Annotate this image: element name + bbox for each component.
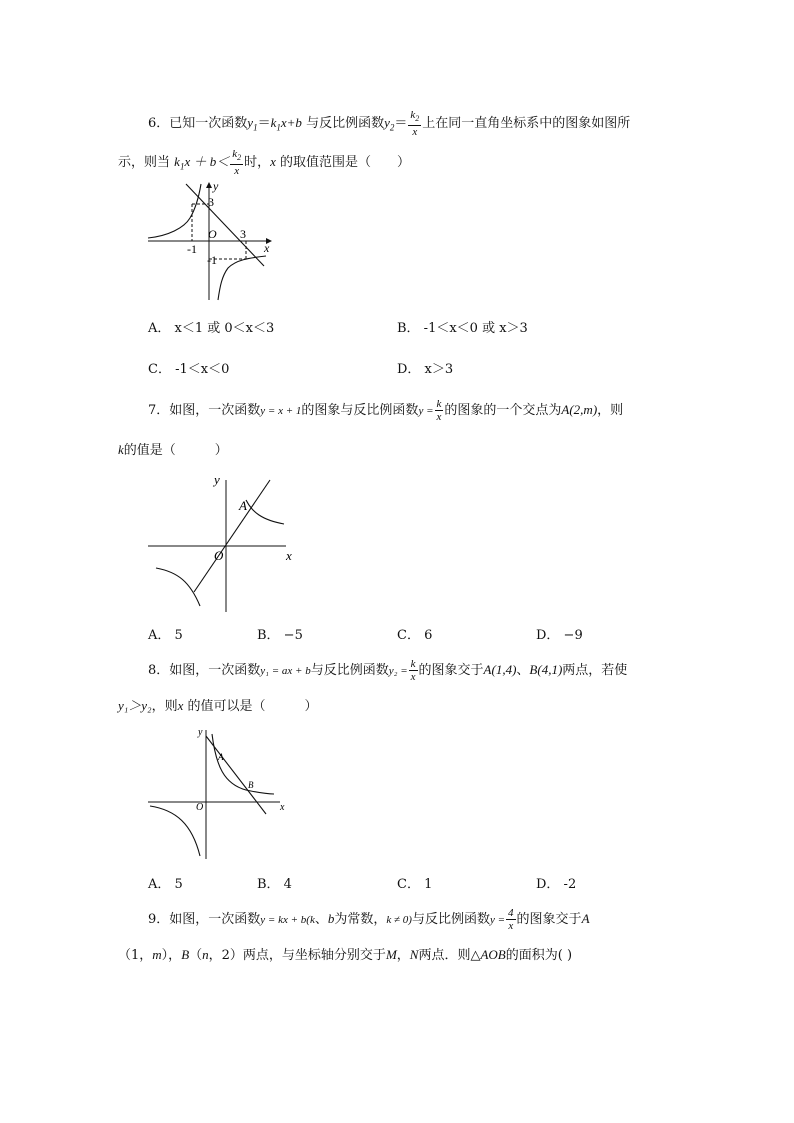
q7-hyperbola-right — [246, 500, 284, 524]
q8-label-origin: O — [196, 802, 204, 813]
q7-choice-a[interactable]: A． 5 — [148, 628, 183, 643]
q8-text3: 的图象交于 — [418, 663, 484, 678]
q8-y2: y₂ = — [388, 665, 408, 677]
q8-line2 — [118, 696, 318, 717]
q6-line1 — [148, 109, 630, 138]
q6-frac2-sub: 2 — [237, 153, 242, 163]
q6-fraction2 — [230, 148, 243, 177]
q8-label-a: A — [218, 752, 224, 762]
q6-tick-m1x: -1 — [187, 242, 197, 256]
q8-choice-c[interactable]: C． 1 — [397, 877, 433, 892]
q8-label-b: B — [248, 780, 254, 790]
q6-frac2-den: x — [234, 165, 240, 178]
q7-label-a: A — [239, 498, 247, 513]
q7-choice-b[interactable]: B． −5 — [257, 628, 303, 643]
q9-b: b — [327, 911, 335, 926]
q8-line2-ineq: y₁＞y₂ — [118, 698, 152, 713]
q9-frac-num: 4 — [508, 907, 514, 919]
q9-line2-c: （ — [189, 948, 203, 963]
q9-line2 — [118, 945, 572, 966]
q7-line-graph — [194, 480, 270, 592]
q9-line2-d: ，2）两点，与坐标轴分别交于 — [208, 948, 386, 963]
q9-line2-a: （1， — [118, 948, 153, 963]
q6-label-origin: O — [208, 227, 217, 241]
q9-cond: k ≠ 0) — [386, 914, 412, 926]
q8-graph — [146, 726, 291, 861]
q9-aob: AOB — [480, 947, 506, 962]
q9-func: y = kx + b(k — [260, 914, 315, 926]
q7-graph — [146, 472, 306, 614]
q9-text2: 、 — [314, 912, 328, 927]
q6-frac-den: x — [412, 126, 418, 139]
q7-number: 7． — [148, 403, 170, 418]
q6-y1: y — [247, 115, 254, 131]
q8-func: y₁ = ax + b — [260, 665, 311, 677]
q6-line2 — [118, 148, 410, 177]
q7-label-x: x — [286, 548, 292, 563]
q7-text1: 如图，一次函数 — [169, 403, 261, 418]
q7-func: y = x + 1 — [260, 405, 302, 417]
q6-line2-b: 时， — [244, 155, 271, 171]
q9-fraction — [506, 907, 516, 932]
q7-label-origin: O — [214, 548, 224, 563]
q9-line1 — [148, 907, 590, 932]
q8-point-b: B(4,1) — [529, 662, 563, 677]
q9-text1: 如图，一次函数 — [169, 912, 261, 927]
q6-choice-d[interactable]: D． x＞3 — [397, 362, 454, 377]
q8-text2: 与反比例函数 — [310, 663, 389, 678]
q6-line-graph — [186, 184, 264, 266]
q6-text2: 与反比例函数 — [306, 116, 385, 132]
q9-text5: 的图象交于 — [516, 912, 582, 927]
q6-graph — [146, 180, 276, 302]
q7-line2 — [118, 440, 228, 461]
q8-text1: 如图，一次函数 — [169, 663, 261, 678]
q7-hyperbola-left — [156, 568, 200, 606]
q7-y: y = — [418, 405, 434, 417]
q8-text4: 两点，若使 — [562, 663, 628, 678]
q6-text3: 上在同一直角坐标系中的图象如图所 — [422, 116, 631, 132]
q6-choice-b[interactable]: B． -1＜x＜0 或 x＞3 — [397, 321, 528, 336]
q8-label-y: y — [198, 727, 203, 738]
q9-a: A — [581, 911, 590, 926]
q7-choice-d[interactable]: D． −9 — [536, 628, 583, 643]
q9-text3: 为常数， — [334, 912, 387, 927]
q6-fraction — [408, 109, 421, 138]
q6-label-x: x — [264, 241, 270, 255]
q8-fraction — [409, 658, 418, 683]
q9-y: y = — [489, 914, 506, 926]
q9-n-point: N — [409, 947, 419, 962]
q6-label-y: y — [213, 179, 219, 193]
q6-frac-num: k — [410, 109, 416, 121]
q8-number: 8． — [148, 663, 170, 678]
q9-frac-den: x — [508, 920, 514, 932]
q6-ineq-mid: x ＋ b＜ — [184, 154, 230, 170]
q8-line1 — [148, 658, 627, 683]
q8-line2-b: ，则 — [151, 699, 178, 714]
q9-n: n — [202, 947, 209, 962]
q8-hyperbola-left — [150, 806, 200, 856]
q6-ineq-sub: 1 — [179, 161, 185, 172]
q9-line2-f: 两点．则△ — [418, 948, 481, 963]
q6-y2: y — [384, 115, 390, 131]
q9-text4: 与反比例函数 — [411, 912, 490, 927]
q8-choice-a[interactable]: A． 5 — [148, 877, 183, 892]
q7-line1 — [148, 398, 623, 423]
q6-frac2-num: k — [232, 148, 238, 160]
q8-line2-x: x — [177, 698, 184, 713]
q6-xb: x+b — [280, 115, 302, 131]
q9-number: 9． — [148, 912, 170, 927]
q9-line2-b: ）， — [161, 948, 182, 963]
q7-point: A(2,m) — [561, 402, 598, 417]
q9-b-point: B — [181, 947, 190, 962]
q7-text3: 的图象的一个交点为 — [444, 403, 562, 418]
q6-hyperbola-right — [218, 256, 266, 300]
q6-tick-m1y: -1 — [207, 253, 217, 267]
q6-k1: k — [270, 115, 277, 131]
q8-label-x: x — [280, 802, 285, 813]
q7-text2: 的图象与反比例函数 — [301, 403, 419, 418]
q6-eq2: ＝ — [394, 116, 408, 132]
q6-frac-num-sub: 2 — [415, 114, 420, 124]
q8-point-a: A(1,4) — [483, 662, 517, 677]
q6-ineq-k: k — [174, 154, 180, 170]
q9-line2-e: ， — [396, 948, 410, 963]
q9-m: m — [152, 947, 162, 962]
q7-fraction — [435, 398, 444, 423]
q6-y1-sub: 1 — [253, 122, 258, 133]
q6-eq1: ＝ — [257, 116, 271, 132]
q8-choice-d[interactable]: D． -2 — [536, 877, 577, 892]
q7-frac-num: k — [436, 398, 442, 410]
q7-choice-c[interactable]: C． 6 — [397, 628, 433, 643]
q6-line2-x: x — [270, 154, 276, 170]
q6-number: 6． — [148, 116, 170, 132]
q6-line2-c: 的取值范围是（ ） — [280, 155, 411, 171]
q7-label-y: y — [214, 472, 220, 487]
q6-tick-3y: 3 — [208, 195, 214, 209]
q6-y-arrow — [206, 182, 212, 188]
q9-line2-g: 的面积为( ) — [505, 948, 573, 963]
q7-line2-k: k — [118, 442, 124, 457]
q6-line2-a: 示，则当 — [118, 155, 171, 171]
q9-m-point: M — [385, 947, 397, 962]
q6-tick-3x: 3 — [240, 227, 246, 241]
q8-frac-den: x — [410, 671, 416, 683]
q8-line2-c: 的值可以是（ ） — [187, 699, 318, 714]
q8-sep: 、 — [516, 663, 530, 678]
q7-frac-den: x — [436, 411, 442, 423]
q7-text4: ，则 — [597, 403, 624, 418]
q6-y2-sub: 2 — [389, 122, 395, 133]
q6-choice-a[interactable]: A． x＜1 或 0＜x＜3 — [148, 321, 275, 336]
q8-choice-b[interactable]: B． 4 — [257, 877, 292, 892]
q6-text1: 已知一次函数 — [169, 116, 248, 132]
q7-line2-text: 的值是（ ） — [123, 443, 228, 458]
q6-choice-c[interactable]: C． -1＜x＜0 — [148, 362, 230, 377]
q8-frac-num: k — [410, 658, 416, 670]
q6-k1-sub: 1 — [276, 122, 281, 133]
